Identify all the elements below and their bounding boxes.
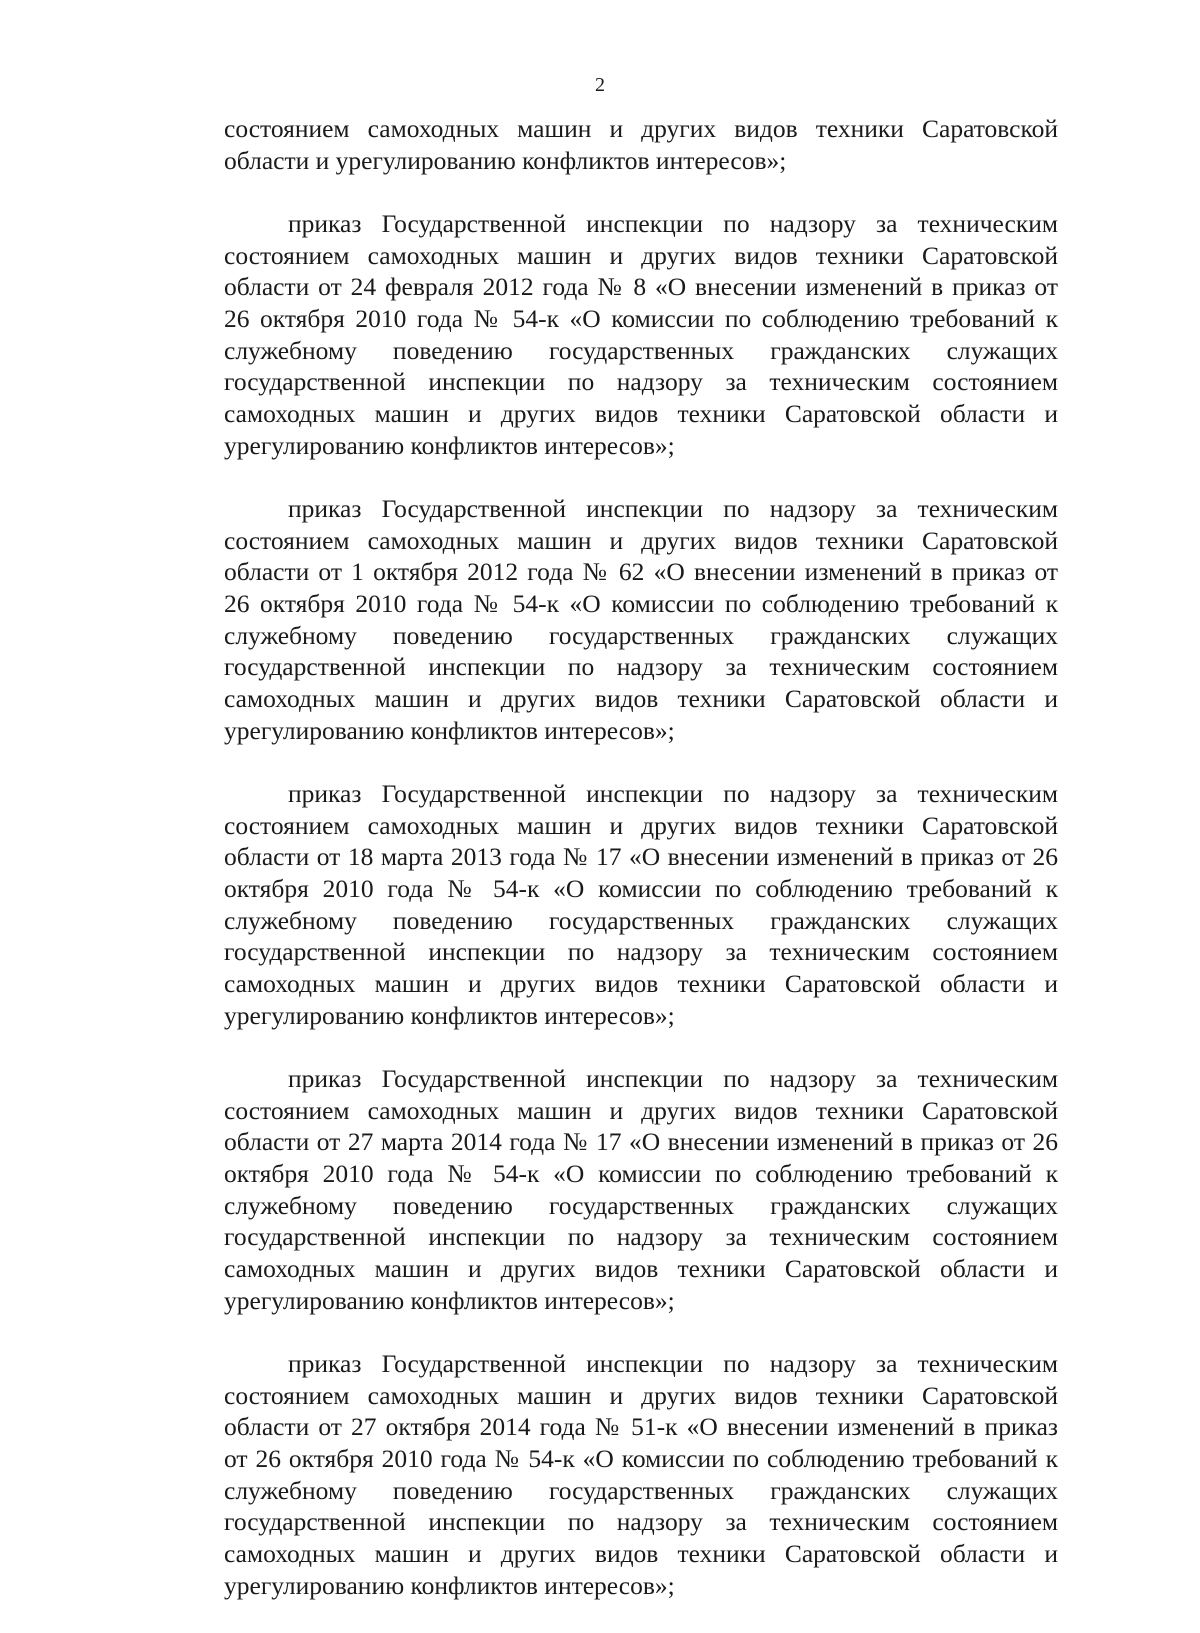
text-line: области от 27 марта 2014 года № 17 «О внесении изменений в приказ от 26 — [224, 1127, 1058, 1157]
text-line: приказ Государственной инспекции по надзору за техническим — [288, 1063, 1058, 1093]
text-line: приказ Государственной инспекции по надзору за техническим — [288, 208, 1058, 238]
text-line: области от 1 октября 2012 года № 62 «О внесении изменений в приказ от — [224, 557, 1058, 587]
page-number: 2 — [595, 74, 605, 96]
paragraph-2 — [224, 208, 1058, 462]
text-line: урегулированию конфликтов интересов»; — [224, 1570, 675, 1600]
paragraph-4 — [224, 778, 1058, 1032]
text-line: самоходных машин и других видов техники Саратовской области и — [224, 1539, 1058, 1568]
text-line: состоянием самоходных машин и других видов техники Саратовской — [224, 810, 1058, 840]
text-line: служебному поведению государственных гражданских служащих — [224, 905, 1058, 935]
text-line: государственной инспекции по надзору за техническим состоянием — [224, 652, 1058, 682]
paragraph-3 — [224, 493, 1058, 747]
text-line: состоянием самоходных машин и других видов техники Саратовской — [224, 1095, 1058, 1125]
text-line: урегулированию конфликтов интересов»; — [224, 715, 675, 745]
text-line: самоходных машин и других видов техники Саратовской области и — [224, 969, 1058, 998]
text-line: октября 2010 года № 54-к «О комиссии по соблюдению требований к — [224, 1158, 1058, 1188]
text-line: приказ Государственной инспекции по надзору за техническим — [288, 778, 1058, 808]
text-line: урегулированию конфликтов интересов»; — [224, 1000, 675, 1030]
text-line: государственной инспекции по надзору за техническим состоянием — [224, 937, 1058, 967]
text-line: служебному поведению государственных гражданских служащих — [224, 335, 1058, 365]
paragraph-6 — [224, 1348, 1058, 1602]
text-line: от 26 октября 2010 года № 54-к «О комиссии по соблюдению требований к — [224, 1443, 1058, 1473]
text-line: урегулированию конфликтов интересов»; — [224, 430, 675, 460]
text-line: области и урегулированию конфликтов интересов»; — [224, 145, 787, 175]
text-line: состоянием самоходных машин и других видов техники Саратовской — [224, 240, 1058, 270]
text-line: служебному поведению государственных гражданских служащих — [224, 620, 1058, 650]
text-line: служебному поведению государственных гражданских служащих — [224, 1475, 1058, 1505]
text-line: 26 октября 2010 года № 54-к «О комиссии по соблюдению требований к — [224, 303, 1058, 333]
text-line: области от 18 марта 2013 года № 17 «О внесении изменений в приказ от 26 — [224, 842, 1058, 872]
text-line: служебному поведению государственных гражданских служащих — [224, 1190, 1058, 1220]
paragraph-1 — [224, 113, 1058, 176]
text-line: области от 24 февраля 2012 года № 8 «О внесении изменений в приказ от — [224, 272, 1058, 302]
text-line: состоянием самоходных машин и других видов техники Саратовской — [224, 114, 1058, 143]
document-body — [224, 113, 1058, 1633]
text-line: самоходных машин и других видов техники Саратовской области и — [224, 399, 1058, 428]
paragraph-5 — [224, 1063, 1058, 1317]
text-line: 26 октября 2010 года № 54-к «О комиссии по соблюдению требований к — [224, 588, 1058, 618]
text-line: государственной инспекции по надзору за техническим состоянием — [224, 367, 1058, 397]
text-line: государственной инспекции по надзору за техническим состоянием — [224, 1507, 1058, 1537]
text-line: области от 27 октября 2014 года № 51-к «О внесении изменений в приказ — [224, 1412, 1058, 1442]
text-line: государственной инспекции по надзору за техническим состоянием — [224, 1222, 1058, 1252]
text-line: приказ Государственной инспекции по надзору за техническим — [288, 493, 1058, 523]
text-line: состоянием самоходных машин и других видов техники Саратовской — [224, 525, 1058, 555]
text-line: урегулированию конфликтов интересов»; — [224, 1285, 675, 1315]
text-line: приказ Государственной инспекции по надзору за техническим — [288, 1348, 1058, 1378]
text-line: самоходных машин и других видов техники Саратовской области и — [224, 684, 1058, 713]
text-line: самоходных машин и других видов техники Саратовской области и — [224, 1254, 1058, 1283]
text-line: состоянием самоходных машин и других видов техники Саратовской — [224, 1380, 1058, 1410]
text-line: октября 2010 года № 54-к «О комиссии по соблюдению требований к — [224, 873, 1058, 903]
